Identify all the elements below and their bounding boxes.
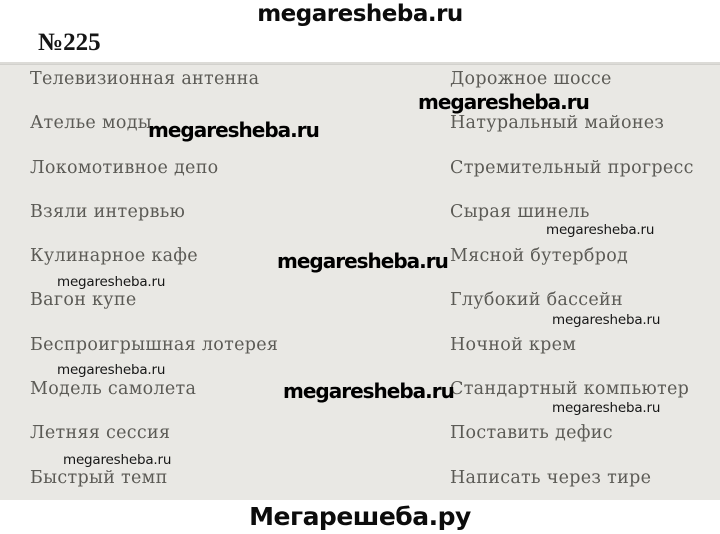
left-phrase: Локомотивное депо: [30, 157, 219, 178]
right-phrase: Мясной бутерброд: [450, 246, 629, 267]
left-phrase: Вагон купе: [30, 290, 137, 311]
watermark-small: megaresheba.ru: [63, 452, 172, 468]
site-brand-bottom: Мегарешеба.ру: [249, 502, 471, 531]
watermark-bold: megaresheba.ru: [283, 379, 454, 403]
site-watermark-top: megaresheba.ru: [257, 1, 463, 27]
watermark-bold: megaresheba.ru: [418, 90, 589, 114]
right-phrase: Натуральный майонез: [450, 113, 665, 134]
watermark-bold: megaresheba.ru: [148, 118, 319, 142]
right-phrase: Стремительный прогресс: [450, 157, 694, 178]
watermark-bold: megaresheba.ru: [277, 249, 448, 273]
watermark-small: megaresheba.ru: [546, 222, 655, 238]
left-phrase: Кулинарное кафе: [30, 246, 198, 267]
right-phrase: Поставить дефис: [450, 423, 613, 444]
word-pair-list: [0, 70, 720, 513]
watermark-small: megaresheba.ru: [552, 400, 661, 416]
watermark-small: megaresheba.ru: [57, 274, 166, 290]
right-phrase: Сырая шинель: [450, 201, 590, 222]
right-phrase: Дорожное шоссе: [450, 69, 612, 89]
left-phrase: Быстрый темп: [30, 467, 168, 488]
exercise-number: №225: [38, 29, 101, 56]
right-phrase: Стандартный компьютер: [450, 379, 690, 400]
word-pair-row: [0, 159, 720, 203]
left-phrase: Летняя сессия: [30, 423, 171, 444]
right-phrase: Глубокий бассейн: [450, 290, 623, 311]
left-phrase: Телевизионная антенна: [30, 69, 260, 89]
watermark-small: megaresheba.ru: [552, 312, 661, 328]
right-phrase: Написать через тире: [450, 467, 652, 488]
watermark-small: megaresheba.ru: [57, 362, 166, 378]
word-pair-row: [0, 114, 720, 158]
right-phrase: Ночной крем: [450, 334, 577, 355]
left-phrase: Модель самолета: [30, 379, 197, 400]
left-phrase: Ателье моды: [30, 113, 153, 134]
left-phrase: Взяли интервью: [30, 201, 186, 222]
left-phrase: Беспроигрышная лотерея: [30, 334, 279, 355]
word-pair-row: [0, 70, 720, 114]
